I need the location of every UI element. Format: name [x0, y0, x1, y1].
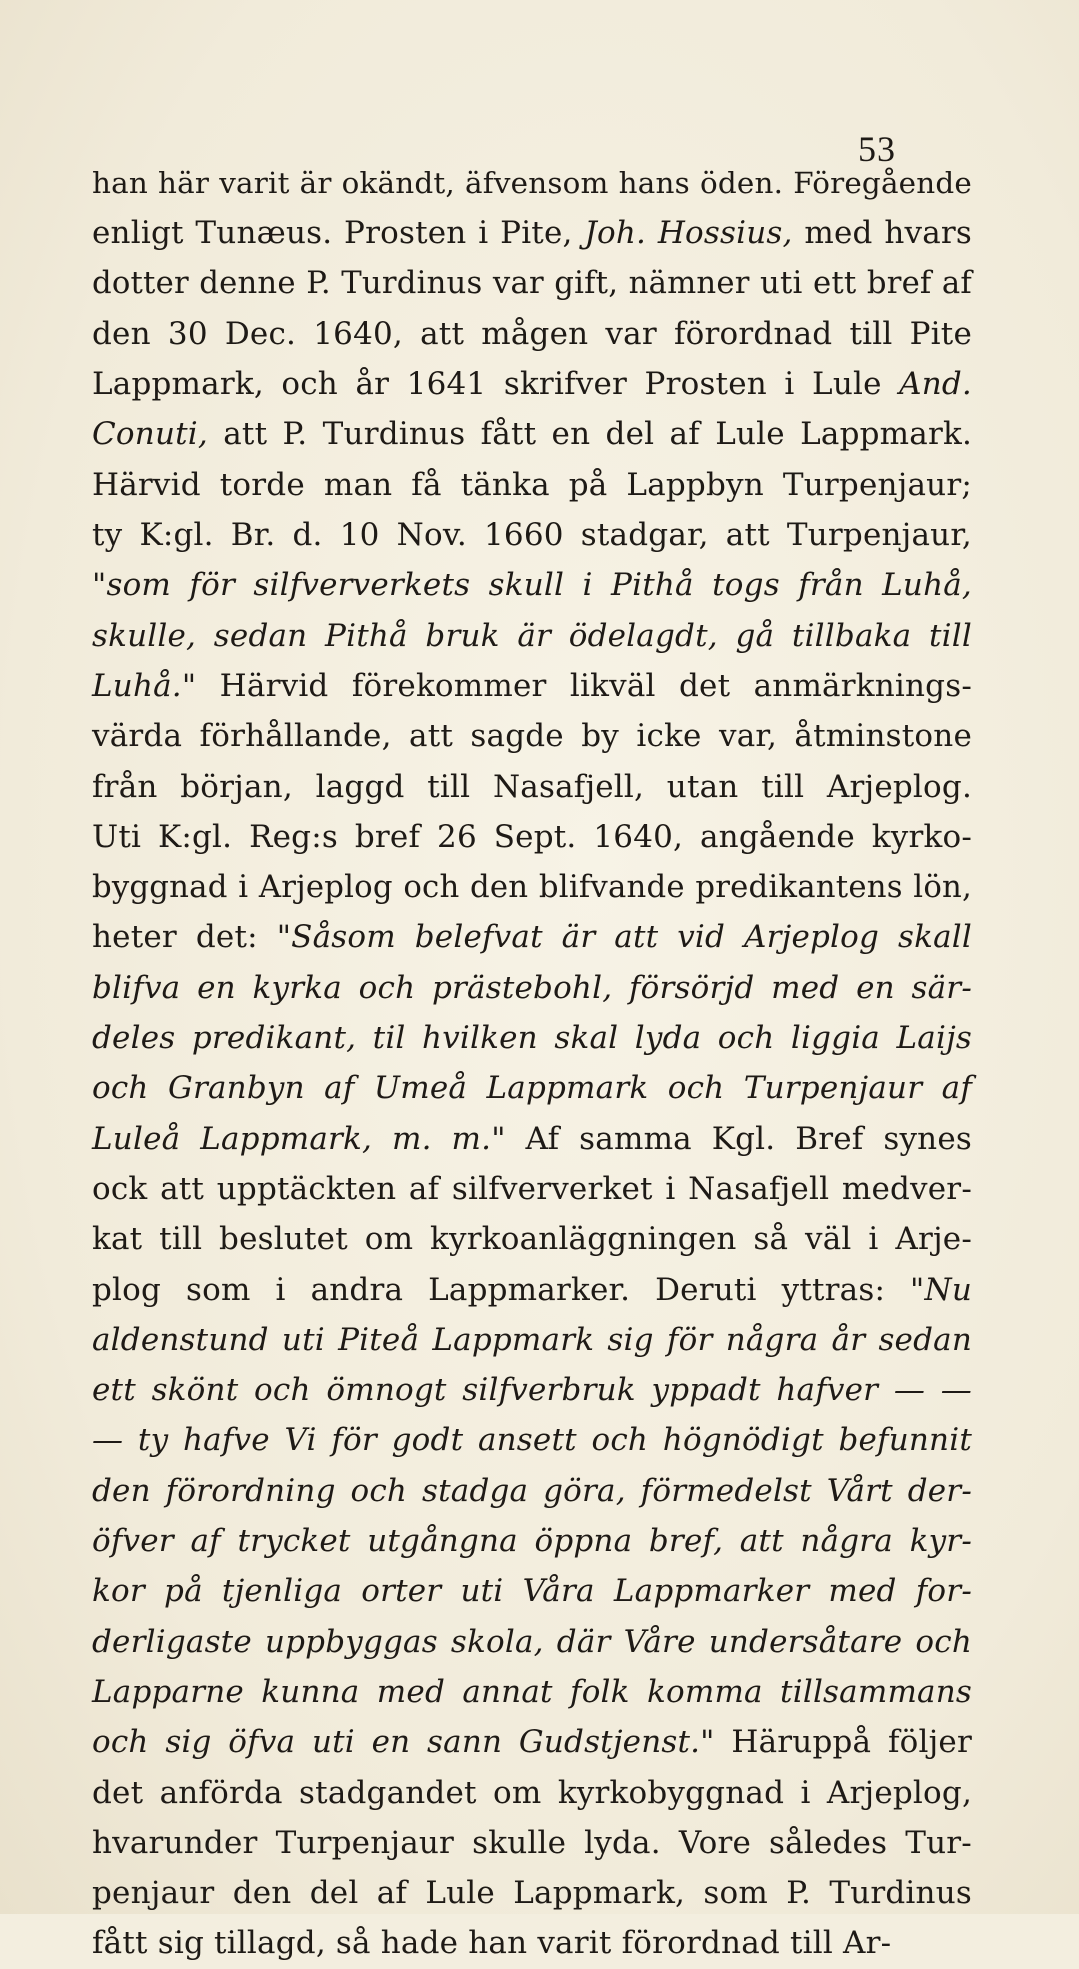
italic-text-segment: "Såsom belefvat är att vid Arjeplog skall — [276, 919, 972, 956]
text-line — [92, 711, 972, 761]
text-segment: Härvid torde man få tänka på Lappbyn Turpenjaur; — [92, 466, 972, 503]
italic-text-segment: öfver af trycket utgångna öppna bref, att några kyr- — [92, 1523, 972, 1560]
text-line — [92, 1818, 972, 1868]
text-line — [92, 1918, 972, 1968]
italic-text-segment: Lapparne kunna med annat folk komma tillsammans — [92, 1673, 972, 1710]
page-number: 53 — [858, 129, 896, 169]
text-line — [92, 1265, 972, 1315]
text-line — [92, 1617, 972, 1667]
italic-text-segment: — ty hafve Vi för godt ansett och högnödigt befunnit — [92, 1422, 972, 1459]
italic-text-segment: deles predikant, til hvilken skal lyda och liggia Laijs — [92, 1020, 972, 1057]
text-line — [92, 560, 972, 610]
text-segment: Häruppå följer — [714, 1724, 972, 1761]
text-line — [92, 1466, 972, 1516]
text-segment: att P. Turdinus fått en del af Lule Lappmark. — [207, 416, 972, 453]
text-segment: enligt Tunæus. Prosten i Pite, — [92, 215, 585, 252]
italic-text-segment: ett skönt och ömnogt silfverbruk yppadt hafver — — — [92, 1372, 972, 1409]
italic-text-segment: Luleå Lappmark, m. m." — [92, 1120, 506, 1157]
text-segment: ock att upptäckten af silfververket i Nasafjell medver- — [92, 1170, 972, 1207]
text-segment: dotter denne P. Turdinus var gift, nämner uti ett bref af — [92, 265, 972, 301]
italic-text-segment: Conuti, — [92, 416, 208, 453]
italic-text-segment: aldenstund uti Piteå Lappmark sig för några år sedan — [92, 1321, 972, 1358]
italic-text-segment: "som för silfververkets skull i Pithå togs från Luhå, — [92, 567, 972, 604]
text-segment: Uti K:gl. Reg:s bref 26 Sept. 1640, angående kyrko- — [92, 818, 972, 855]
italic-text-segment: och sig öfva uti en sann Gudstjenst." — [92, 1724, 715, 1761]
text-segment: plog som i andra Lappmarker. Deruti yttras: — [92, 1271, 911, 1308]
text-line — [92, 309, 972, 359]
italic-text-segment: den förordning och stadga göra, förmedelst Vårt der- — [92, 1472, 972, 1509]
italic-text-segment: "Nu — [910, 1271, 972, 1308]
text-line — [92, 460, 972, 510]
text-segment: med hvars — [792, 215, 973, 252]
text-segment: från början, laggd till Nasafjell, utan till Arjeplog. — [92, 768, 972, 805]
text-segment: heter det: — [92, 919, 277, 956]
text-line — [92, 963, 972, 1013]
text-line — [92, 912, 972, 962]
text-line — [92, 1365, 972, 1415]
text-line — [92, 1516, 972, 1566]
text-segment: Härvid förekommer likväl det anmärknings- — [196, 667, 972, 704]
text-segment: Af samma Kgl. Bref synes — [505, 1120, 972, 1157]
text-line — [92, 1315, 972, 1365]
text-line — [92, 661, 972, 711]
text-line — [92, 1063, 972, 1113]
text-line — [92, 510, 972, 560]
text-line — [92, 1164, 972, 1214]
italic-text-segment: Luhå." — [92, 667, 197, 704]
italic-text-segment: And. — [899, 366, 972, 403]
italic-text-segment: Joh. Hossius, — [584, 215, 793, 252]
text-segment: ty K:gl. Br. d. 10 Nov. 1660 stadgar, att Turpenjaur, — [92, 517, 972, 554]
text-segment: fått sig tillagd, så hade han varit förordnad till Ar- — [92, 1925, 892, 1962]
italic-text-segment: blifva en kyrka och prästebohl, försörjd med en sär- — [92, 969, 972, 1006]
text-segment: Lappmark, och år 1641 skrifver Prosten i Lule — [92, 366, 900, 403]
italic-text-segment: derligaste uppbyggas skola, där Våre undersåtare och — [92, 1623, 972, 1660]
italic-text-segment: kor på tjenliga orter uti Våra Lappmarker med for- — [92, 1573, 972, 1610]
text-line — [92, 1415, 972, 1465]
text-line — [92, 762, 972, 812]
text-segment: värda förhållande, att sagde by icke var, åtminstone — [92, 718, 972, 755]
italic-text-segment: skulle, sedan Pithå bruk är ödelagdt, gå tillbaka till — [92, 617, 972, 654]
text-segment: byggnad i Arjeplog och den blifvande predikantens lön, — [92, 869, 972, 906]
text-segment: hvarunder Turpenjaur skulle lyda. Vore således Tur- — [92, 1824, 972, 1861]
text-line — [92, 208, 972, 258]
body-text — [92, 158, 972, 1969]
text-line — [92, 1566, 972, 1616]
text-segment: kat till beslutet om kyrkoanläggningen så väl i Arje- — [92, 1221, 972, 1258]
text-line — [92, 1667, 972, 1717]
text-line — [92, 1868, 972, 1918]
text-line — [92, 1013, 972, 1063]
text-line — [92, 1114, 972, 1164]
text-line — [92, 259, 972, 309]
text-segment: penjaur den del af Lule Lappmark, som P. Turdinus — [92, 1875, 972, 1912]
text-line — [92, 862, 972, 912]
text-line — [92, 359, 972, 409]
text-line — [92, 1768, 972, 1818]
text-segment: den 30 Dec. 1640, att mågen var förordnad till Pite — [92, 315, 972, 352]
text-line — [92, 1717, 972, 1767]
text-line — [92, 1214, 972, 1264]
text-line — [92, 611, 972, 661]
text-segment: han här varit är okändt, äfvensom hans öden. Föregående — [92, 166, 972, 200]
text-line — [92, 812, 972, 862]
text-line — [92, 158, 972, 208]
text-segment: det anförda stadgandet om kyrkobyggnad i Arjeplog, — [92, 1774, 972, 1811]
italic-text-segment: och Granbyn af Umeå Lappmark och Turpenjaur af — [92, 1070, 972, 1107]
text-line — [92, 409, 972, 459]
